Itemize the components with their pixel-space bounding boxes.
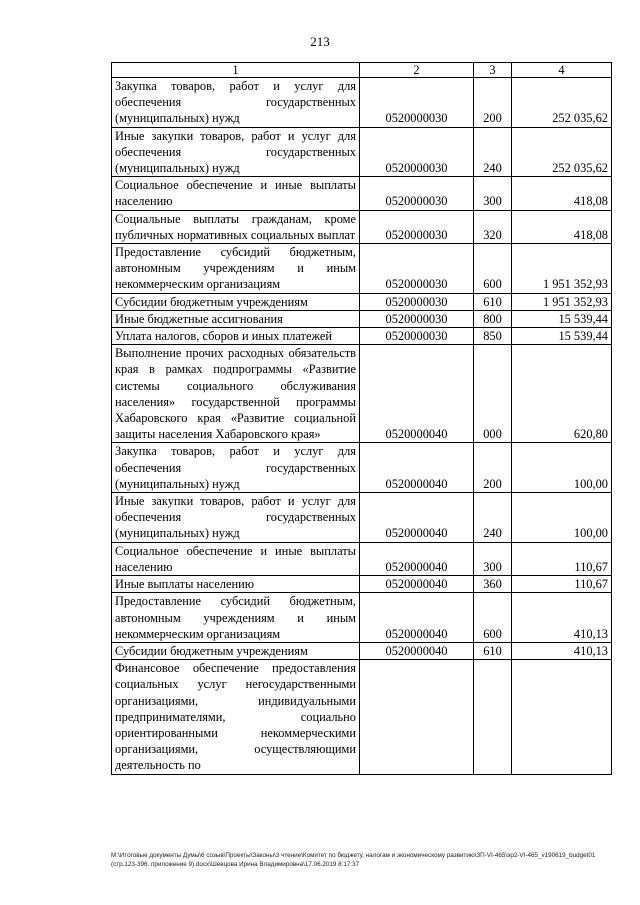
- row-expense-type: 000: [474, 345, 512, 443]
- row-code: 0520000040: [360, 493, 474, 543]
- row-expense-type: 240: [474, 493, 512, 543]
- row-name: Иные закупки товаров, работ и услуг для обеспечения государственных (муниципальных) нужд: [112, 493, 360, 543]
- row-name: Предоставление субсидий бюджетным, автономным учреждениям и иным некоммерческим организациям: [112, 593, 360, 643]
- row-amount: 410,13: [512, 642, 612, 659]
- row-expense-type: 600: [474, 244, 512, 294]
- row-name: Социальное обеспечение и иные выплаты населению: [112, 542, 360, 575]
- header-col-2: 2: [360, 63, 474, 78]
- row-amount: 252 035,62: [512, 127, 612, 177]
- header-row: [112, 63, 612, 78]
- row-code: 0520000040: [360, 642, 474, 659]
- row-amount: 100,00: [512, 493, 612, 543]
- row-code: 0520000030: [360, 210, 474, 243]
- row-expense-type: 610: [474, 642, 512, 659]
- row-expense-type: 200: [474, 78, 512, 128]
- row-code: 0520000030: [360, 244, 474, 294]
- table-row: [112, 576, 612, 593]
- table-row: [112, 443, 612, 493]
- row-amount: 1 951 352,93: [512, 244, 612, 294]
- table-row: [112, 244, 612, 294]
- row-name: Иные выплаты населению: [112, 576, 360, 593]
- row-name: Закупка товаров, работ и услуг для обеспечения государственных (муниципальных) нужд: [112, 443, 360, 493]
- table-row: [112, 328, 612, 345]
- table-row: [112, 127, 612, 177]
- row-code: 0520000030: [360, 127, 474, 177]
- row-amount: [512, 660, 612, 774]
- row-name: Предоставление субсидий бюджетным, автономным учреждениям и иным некоммерческим организациям: [112, 244, 360, 294]
- row-amount: 110,67: [512, 542, 612, 575]
- row-code: 0520000030: [360, 177, 474, 210]
- row-expense-type: 320: [474, 210, 512, 243]
- row-amount: 410,13: [512, 593, 612, 643]
- row-amount: 15 539,44: [512, 310, 612, 327]
- row-name: Иные закупки товаров, работ и услуг для обеспечения государственных (муниципальных) нужд: [112, 127, 360, 177]
- row-code: 0520000040: [360, 542, 474, 575]
- header-col-4: 4: [512, 63, 612, 78]
- row-amount: 1 951 352,93: [512, 293, 612, 310]
- row-amount: 418,08: [512, 177, 612, 210]
- table-row: [112, 593, 612, 643]
- table-row: [112, 177, 612, 210]
- row-amount: 620,80: [512, 345, 612, 443]
- row-expense-type: 360: [474, 576, 512, 593]
- row-expense-type: 610: [474, 293, 512, 310]
- row-amount: 15 539,44: [512, 328, 612, 345]
- page-number: 213: [310, 34, 330, 49]
- table-row: [112, 493, 612, 543]
- row-name: Субсидии бюджетным учреждениям: [112, 293, 360, 310]
- row-name: Субсидии бюджетным учреждениям: [112, 642, 360, 659]
- row-expense-type: 200: [474, 443, 512, 493]
- row-code: 0520000030: [360, 328, 474, 345]
- row-expense-type: [474, 660, 512, 774]
- table-row: [112, 310, 612, 327]
- row-code: [360, 660, 474, 774]
- row-code: 0520000040: [360, 443, 474, 493]
- table-row: [112, 345, 612, 443]
- row-expense-type: 300: [474, 177, 512, 210]
- header-col-3: 3: [474, 63, 512, 78]
- document-path-footer: M:\Итоговые документы Думы\6 созыв\Проекты\Законы\3 чтение\Комитет по бюджету, налогам и экономическому развитию\ЗП-VI-465\эр2-VI-465_v190619_budget01 (стр.123-396. приложение 9).docx\Шевцова Ирина Владимировна\17.06.2019 8:17:37: [111, 852, 596, 868]
- row-amount: 100,00: [512, 443, 612, 493]
- row-code: 0520000030: [360, 310, 474, 327]
- row-name: Социальные выплаты гражданам, кроме публичных нормативных социальных выплат: [112, 210, 360, 243]
- row-expense-type: 850: [474, 328, 512, 345]
- row-amount: 252 035,62: [512, 78, 612, 128]
- row-expense-type: 300: [474, 542, 512, 575]
- row-code: 0520000040: [360, 345, 474, 443]
- table-row: [112, 293, 612, 310]
- table-row: [112, 210, 612, 243]
- table-row: [112, 660, 612, 774]
- table-row: [112, 542, 612, 575]
- row-name: Уплата налогов, сборов и иных платежей: [112, 328, 360, 345]
- table-row: [112, 78, 612, 128]
- row-expense-type: 240: [474, 127, 512, 177]
- row-name: Выполнение прочих расходных обязательств края в рамках подпрограммы «Развитие системы социального обслуживания населения» государственной программы Хабаровского края «Развитие социальной защиты населения Хабаровского края»: [112, 345, 360, 443]
- budget-table: [111, 62, 612, 775]
- row-name: Иные бюджетные ассигнования: [112, 310, 360, 327]
- row-amount: 418,08: [512, 210, 612, 243]
- row-name: Социальное обеспечение и иные выплаты населению: [112, 177, 360, 210]
- header-col-1: 1: [112, 63, 360, 78]
- row-code: 0520000040: [360, 576, 474, 593]
- row-name: Закупка товаров, работ и услуг для обеспечения государственных (муниципальных) нужд: [112, 78, 360, 128]
- row-code: 0520000030: [360, 293, 474, 310]
- row-amount: 110,67: [512, 576, 612, 593]
- row-name: Финансовое обеспечение предоставления социальных услуг негосударственными организациями, индивидуальными предпринимателями, социально ориентированными некоммерческими организациями, осуществляющими деятельность по: [112, 660, 360, 774]
- row-code: 0520000030: [360, 78, 474, 128]
- table-row: [112, 642, 612, 659]
- row-expense-type: 800: [474, 310, 512, 327]
- row-code: 0520000040: [360, 593, 474, 643]
- row-expense-type: 600: [474, 593, 512, 643]
